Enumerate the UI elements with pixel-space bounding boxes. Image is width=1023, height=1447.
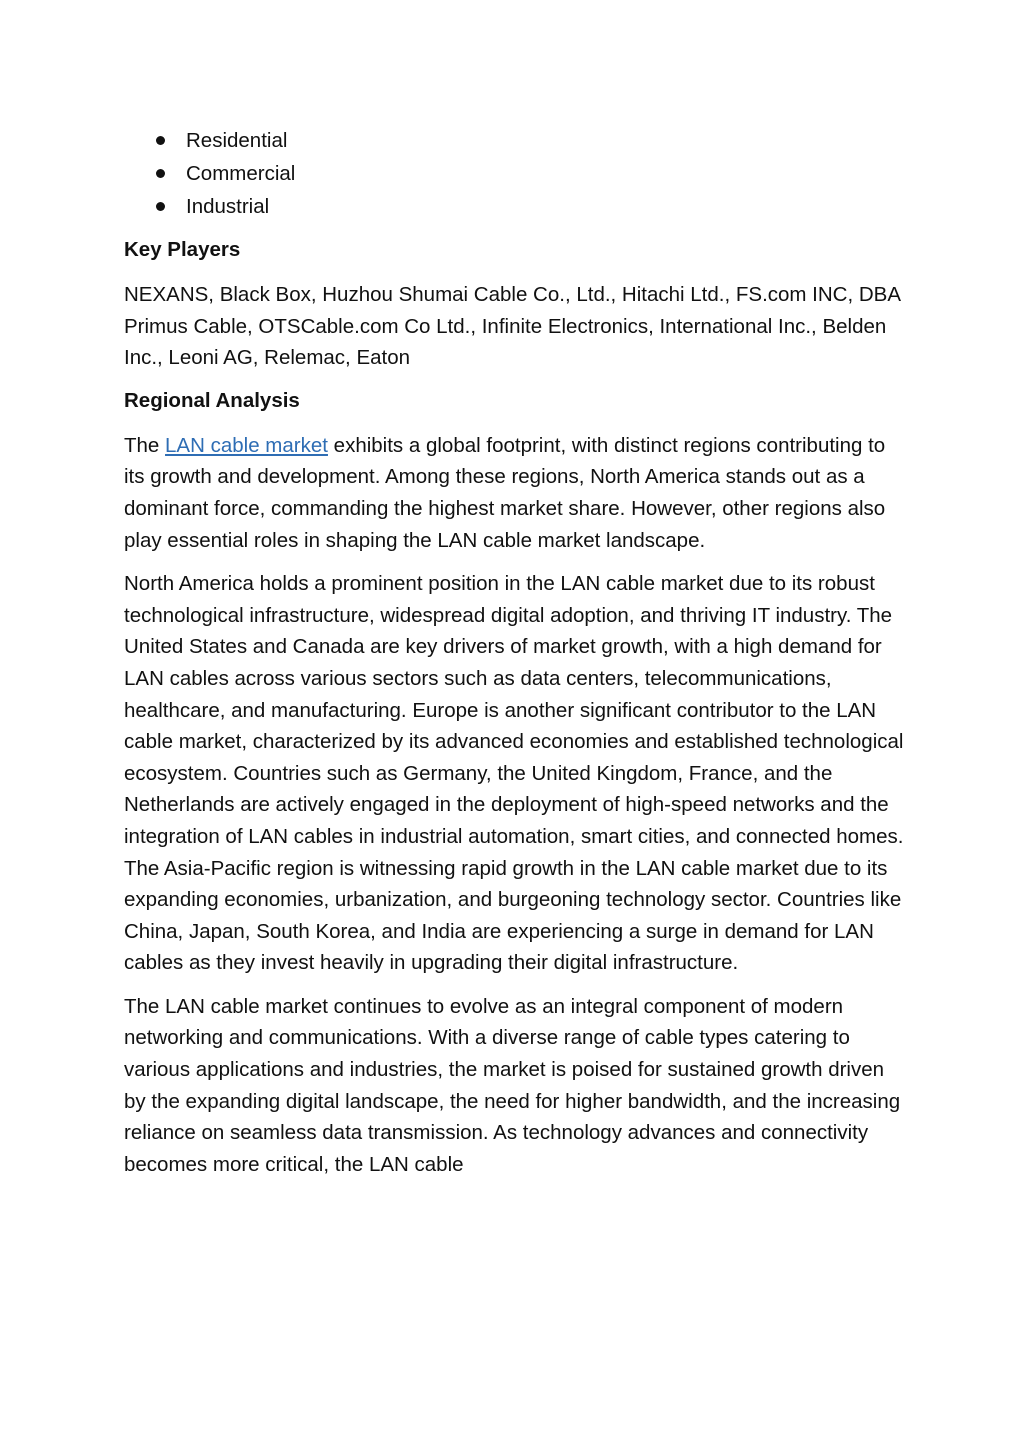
segment-list — [124, 124, 904, 223]
list-item — [124, 157, 904, 190]
bullet-icon — [156, 202, 165, 211]
list-item — [124, 190, 904, 223]
document-page — [124, 124, 904, 1180]
lan-cable-market-link[interactable]: LAN cable market — [165, 433, 328, 457]
list-item-label: Residential — [186, 129, 288, 152]
paragraph-text: The — [124, 433, 166, 457]
list-item — [124, 124, 904, 157]
list-item-label: Industrial — [186, 195, 270, 218]
regional-paragraph-3: The LAN cable market continues to evolve as an integral component of modern networking and communications. With a diverse range of cable types catering to various applications and industries, the market is poised for sustained growth driven by the expanding digital landscape, the need for higher bandwidth, and the increasing reliance on seamless data transmission. As technology advances and connectivity becomes more critical, the LAN cable — [124, 994, 901, 1176]
paragraph-text: exhibits a global footprint, with distinct regions contributing to its growth and development. Among these regions, North America stands out as a dominant force, commanding the highest market share. However, other regions also play essential roles in shaping the LAN cable market landscape. — [124, 433, 886, 552]
key-players-text: NEXANS, Black Box, Huzhou Shumai Cable Co., Ltd., Hitachi Ltd., FS.com INC, DBA Primus Cable, OTSCable.com Co Ltd., Infinite Electronics, International Inc., Belden Inc., Leoni AG, Relemac, Eaton — [124, 283, 900, 370]
bullet-icon — [156, 169, 165, 178]
bullet-icon — [156, 136, 165, 145]
regional-paragraph-2: North America holds a prominent position in the LAN cable market due to its robust technological infrastructure, widespread digital adoption, and thriving IT industry. The United States and Canada are key drivers of market growth, with a high demand for LAN cables across various sectors such as data centers, telecommunications, healthcare, and manufacturing. Europe is another significant contributor to the LAN cable market, characterized by its advanced economies and established technological ecosystem. Countries such as Germany, the United Kingdom, France, and the Netherlands are actively engaged in the deployment of high-speed networks and the integration of LAN cables in industrial automation, smart cities, and connected homes. The Asia-Pacific region is witnessing rapid growth in the LAN cable market due to its expanding economies, urbanization, and burgeoning technology sector. Countries like China, Japan, South Korea, and India are experiencing a surge in demand for LAN cables as they invest heavily in upgrading their digital infrastructure. — [124, 572, 904, 975]
regional-analysis-heading: Regional Analysis — [124, 388, 300, 412]
key-players-heading: Key Players — [124, 238, 241, 261]
list-item-label: Commercial — [186, 162, 296, 185]
regional-paragraph-1 — [124, 430, 904, 556]
